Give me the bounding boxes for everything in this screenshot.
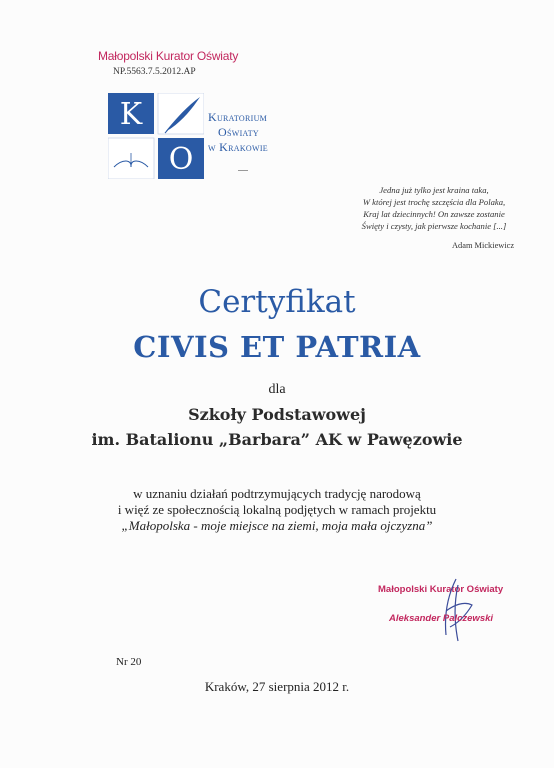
- logo-text-line1: Kuratorium: [208, 110, 268, 124]
- logo-divider: [238, 170, 248, 171]
- logo-text-line3: w Krakowie: [208, 140, 268, 154]
- quote-line: Jedna już tylko jest kraina taka,: [379, 185, 489, 195]
- quote-author: Adam Mickiewicz: [452, 241, 515, 250]
- quote-line: Kraj lat dziecinnych! On zawsze zostanie: [363, 209, 505, 219]
- certificate-body-line2: i więź ze społecznością lokalną podjętych w ramach projektu: [117, 502, 437, 517]
- kuratorium-logo: [108, 93, 204, 179]
- signatory-title-stamp: Małopolski Kurator Oświaty: [378, 584, 504, 595]
- logo-letter-o: O: [168, 142, 194, 177]
- stamp-curator-title: Małopolski Kurator Oświaty: [98, 49, 239, 63]
- certificate-title: Certyfikat: [198, 284, 356, 320]
- signatory-name-stamp: Aleksander Palczewski: [389, 613, 494, 624]
- quote-line: W której jest trochę szczęścia dla Polaka,: [362, 197, 506, 207]
- handwritten-signature: [428, 575, 478, 645]
- quote-line: Święty i czysty, jak pierwsze kochanie [...]: [361, 221, 507, 231]
- logo-letter-k: K: [119, 97, 143, 132]
- school-name-line2: im. Batalionu „Barbara” AK w Pawęzowie: [91, 430, 463, 449]
- place-and-date: Kraków, 27 sierpnia 2012 r.: [204, 679, 350, 694]
- epigraph-quote: [354, 184, 514, 232]
- recipient-preposition: dla: [268, 382, 286, 397]
- certificate-number: Nr 20: [116, 656, 142, 668]
- school-name-line1: Szkoły Podstawowej: [188, 405, 366, 424]
- certificate-body-line1: w uznaniu działań podtrzymujących tradycję narodową: [133, 486, 421, 501]
- kuratorium-name: [208, 110, 268, 155]
- certificate-subtitle: CIVIS ET PATRIA: [133, 330, 421, 364]
- reference-number: NP.5563.7.5.2012.AP: [113, 67, 196, 77]
- project-name: „Małopolska - moje miejsce na ziemi, moja mała ojczyzna”: [121, 518, 433, 533]
- logo-text-line2: Oświaty: [218, 125, 259, 139]
